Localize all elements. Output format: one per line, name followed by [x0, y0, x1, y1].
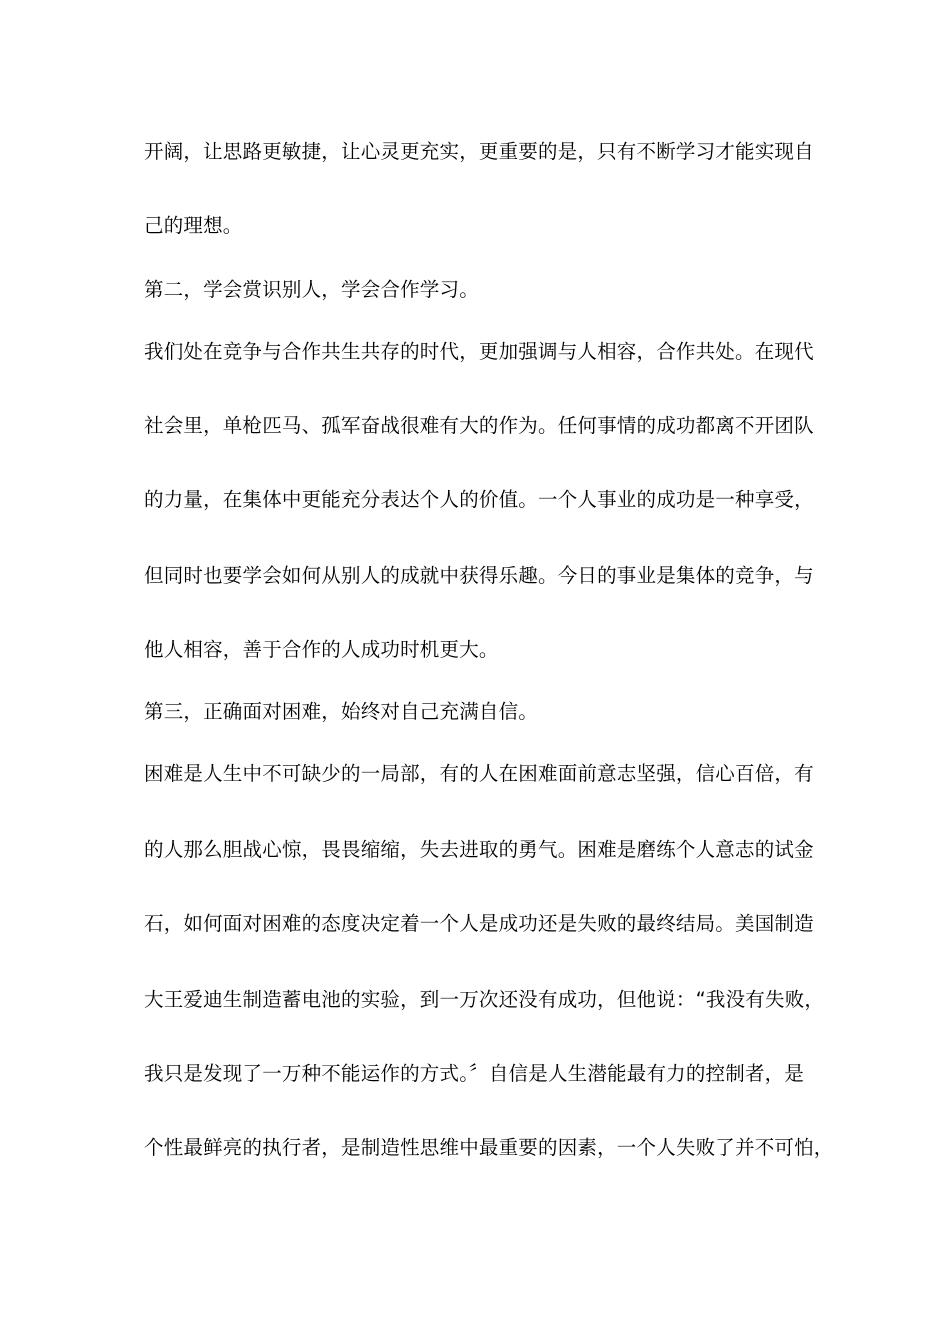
paragraph-line: 大王爱迪生制造蓄电池的实验，到一万次还没有成功，但他说：“我没有失败， [144, 988, 825, 1011]
paragraph-line: 他人相容，善于合作的人成功时机更大。 [144, 638, 499, 661]
paragraph-line: 己的理想。 [144, 214, 243, 237]
paragraph-line: 石，如何面对困难的态度决定着一个人是成功还是失败的最终结局。美国制造 [144, 912, 814, 935]
paragraph-line: 但同时也要学会如何从别人的成就中获得乐趣。今日的事业是集体的竞争，与 [144, 564, 814, 587]
paragraph-line: 困难是人生中不可缺少的一局部，有的人在困难面前意志坚强，信心百倍，有 [144, 762, 814, 785]
paragraph-line: 的力量，在集体中更能充分表达个人的价值。一个人事业的成功是一种享受， [144, 488, 814, 511]
paragraph-line: 我们处在竞争与合作共生共存的时代，更加强调与人相容，合作共处。在现代 [144, 340, 814, 363]
paragraph-line: 我只是发现了一万种不能运作的方式。〞自信是人生潜能最有力的控制者，是 [144, 1062, 805, 1085]
paragraph-line: 的人那么胆战心惊，畏畏缩缩，失去进取的勇气。困难是磨练个人意志的试金 [144, 838, 814, 861]
paragraph-line: 开阔，让思路更敏捷，让心灵更充实，更重要的是，只有不断学习才能实现自 [144, 140, 814, 163]
paragraph-line: 社会里，单枪匹马、孤军奋战很难有大的作为。任何事情的成功都离不开团队 [144, 414, 814, 437]
section-heading: 第三，正确面对困难，始终对自己充满自信。 [144, 700, 539, 723]
paragraph-line: 个性最鲜亮的执行者，是制造性思维中最重要的因素，一个人失败了并不可怕， [144, 1136, 834, 1159]
section-heading: 第二，学会赏识别人，学会合作学习。 [144, 278, 479, 301]
